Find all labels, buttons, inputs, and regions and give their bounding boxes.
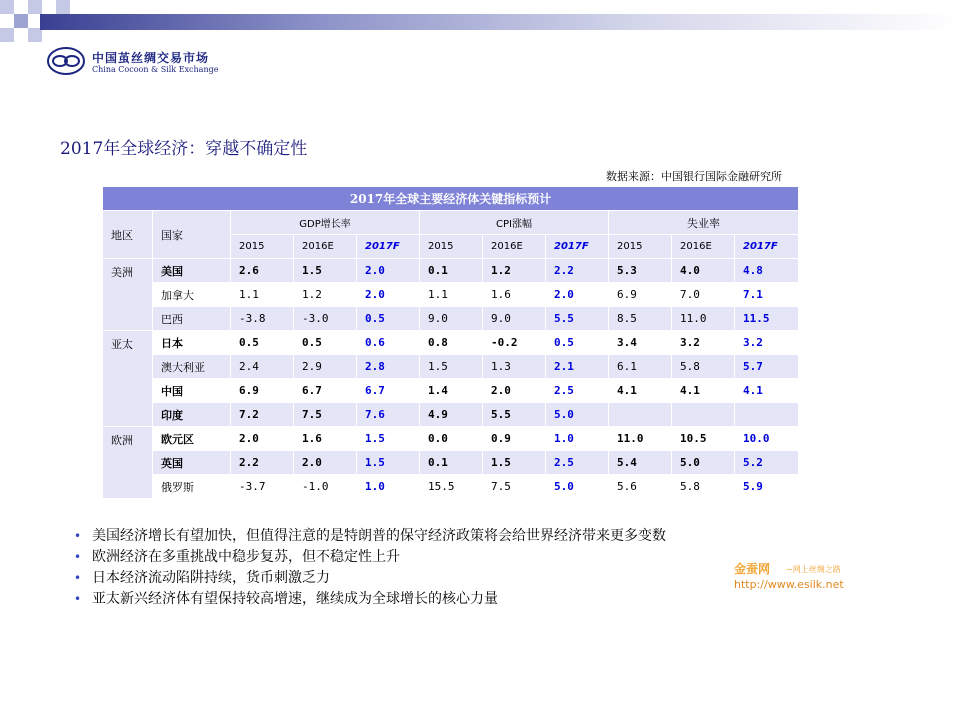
country-cell: 加拿大 (153, 283, 231, 307)
value-cell (735, 403, 799, 427)
country-cell: 日本 (153, 331, 231, 355)
bullet-dot-icon: • (74, 571, 82, 585)
value-cell: 0.1 (420, 259, 483, 283)
value-cell: 9.0 (483, 307, 546, 331)
header-year: 2016E (483, 235, 546, 259)
header-region: 地区 (103, 211, 153, 259)
exchange-logo-icon (46, 46, 86, 76)
value-cell: 8.5 (609, 307, 672, 331)
value-cell: 5.8 (672, 355, 735, 379)
deco-square (14, 14, 28, 28)
table-caption: 2017年全球主要经济体关键指标预计 (103, 187, 799, 211)
value-cell: 4.0 (672, 259, 735, 283)
bullet-dot-icon: • (74, 550, 82, 564)
value-cell: 7.6 (357, 403, 420, 427)
bullet-text: 欧洲经济在多重挑战中稳步复苏，但不稳定性上升 (92, 549, 400, 565)
header-year: 2016E (294, 235, 357, 259)
value-cell: 0.5 (546, 331, 609, 355)
table-row (103, 451, 799, 475)
value-cell: 5.0 (672, 451, 735, 475)
watermark (734, 560, 854, 596)
value-cell: 0.1 (420, 451, 483, 475)
value-cell: 4.1 (609, 379, 672, 403)
value-cell: 11.0 (672, 307, 735, 331)
value-cell: -0.2 (483, 331, 546, 355)
bullet-item (74, 589, 666, 610)
region-cell: 美洲 (103, 259, 153, 331)
bullet-text: 美国经济增长有望加快，但值得注意的是特朗普的保守经济政策将会给世界经济带来更多变数 (92, 528, 666, 544)
value-cell: 11.5 (735, 307, 799, 331)
country-cell: 澳大利亚 (153, 355, 231, 379)
bullet-dot-icon: • (74, 529, 82, 543)
value-cell: 4.1 (672, 379, 735, 403)
value-cell: 7.2 (231, 403, 294, 427)
value-cell: 5.0 (546, 403, 609, 427)
value-cell: 0.5 (357, 307, 420, 331)
value-cell: 2.0 (294, 451, 357, 475)
header-year: 2015 (609, 235, 672, 259)
value-cell: 2.5 (546, 379, 609, 403)
value-cell: 1.3 (483, 355, 546, 379)
value-cell: 1.4 (420, 379, 483, 403)
region-cell: 亚太 (103, 331, 153, 427)
value-cell: 2.0 (231, 427, 294, 451)
value-cell: 5.2 (735, 451, 799, 475)
watermark-url: http://www.esilk.net (734, 578, 844, 591)
value-cell: 5.3 (609, 259, 672, 283)
value-cell: 1.6 (294, 427, 357, 451)
value-cell: 2.0 (546, 283, 609, 307)
value-cell: 3.2 (672, 331, 735, 355)
watermark-title: 金蚕网 (734, 562, 771, 576)
value-cell: 1.5 (357, 427, 420, 451)
value-cell: 2.0 (357, 259, 420, 283)
value-cell: 0.8 (420, 331, 483, 355)
value-cell: -3.7 (231, 475, 294, 499)
value-cell: -1.0 (294, 475, 357, 499)
logo-chinese-name: 中国茧丝绸交易市场 (92, 51, 210, 65)
value-cell: 2.2 (546, 259, 609, 283)
value-cell: -3.0 (294, 307, 357, 331)
value-cell: 6.9 (609, 283, 672, 307)
country-cell: 欧元区 (153, 427, 231, 451)
value-cell: 5.0 (546, 475, 609, 499)
value-cell: 2.2 (231, 451, 294, 475)
deco-square (28, 0, 42, 14)
value-cell: 4.9 (420, 403, 483, 427)
value-cell: 5.5 (546, 307, 609, 331)
country-cell: 巴西 (153, 307, 231, 331)
value-cell: 6.1 (609, 355, 672, 379)
value-cell: 6.7 (294, 379, 357, 403)
table-row (103, 355, 799, 379)
logo-english-name: China Cocoon & Silk Exchange (92, 65, 219, 74)
value-cell: 10.5 (672, 427, 735, 451)
value-cell: 1.6 (483, 283, 546, 307)
value-cell: 7.5 (294, 403, 357, 427)
value-cell: 5.8 (672, 475, 735, 499)
deco-square (0, 0, 14, 14)
value-cell: 1.5 (294, 259, 357, 283)
bullet-dot-icon: • (74, 592, 82, 606)
value-cell: 1.1 (420, 283, 483, 307)
data-source-note: 数据来源：中国银行国际金融研究所 (606, 170, 782, 183)
value-cell: 4.8 (735, 259, 799, 283)
country-cell: 英国 (153, 451, 231, 475)
value-cell: 2.1 (546, 355, 609, 379)
deco-square (56, 0, 70, 14)
value-cell: 0.6 (357, 331, 420, 355)
header-cpi: CPI涨幅 (420, 211, 609, 235)
value-cell: 2.8 (357, 355, 420, 379)
value-cell: 0.5 (294, 331, 357, 355)
value-cell: 3.2 (735, 331, 799, 355)
value-cell: 1.2 (294, 283, 357, 307)
value-cell: 1.5 (483, 451, 546, 475)
value-cell: 2.4 (231, 355, 294, 379)
value-cell: 1.5 (357, 451, 420, 475)
value-cell: 5.5 (483, 403, 546, 427)
header-year: 2017F (735, 235, 799, 259)
deco-square (28, 28, 42, 42)
value-cell: 0.9 (483, 427, 546, 451)
value-cell: 1.1 (231, 283, 294, 307)
indicator-table (102, 186, 799, 499)
header-year: 2017F (357, 235, 420, 259)
table-row (103, 259, 799, 283)
value-cell: 2.0 (357, 283, 420, 307)
value-cell: 2.5 (546, 451, 609, 475)
value-cell: 7.0 (672, 283, 735, 307)
value-cell: 1.2 (483, 259, 546, 283)
value-cell: 5.4 (609, 451, 672, 475)
watermark-subtitle: ~网上丝绸之路 (786, 565, 841, 574)
table-row (103, 331, 799, 355)
value-cell: -3.8 (231, 307, 294, 331)
country-cell: 美国 (153, 259, 231, 283)
header-year: 2017F (546, 235, 609, 259)
value-cell: 1.0 (357, 475, 420, 499)
value-cell (609, 403, 672, 427)
region-cell: 欧洲 (103, 427, 153, 499)
header-year: 2015 (420, 235, 483, 259)
value-cell: 2.9 (294, 355, 357, 379)
value-cell: 1.0 (546, 427, 609, 451)
header-year: 2015 (231, 235, 294, 259)
country-cell: 中国 (153, 379, 231, 403)
deco-square (0, 28, 14, 42)
value-cell: 10.0 (735, 427, 799, 451)
value-cell: 1.5 (420, 355, 483, 379)
header-year: 2016E (672, 235, 735, 259)
table-row (103, 307, 799, 331)
value-cell (672, 403, 735, 427)
value-cell: 0.0 (420, 427, 483, 451)
value-cell: 9.0 (420, 307, 483, 331)
country-cell: 印度 (153, 403, 231, 427)
value-cell: 6.9 (231, 379, 294, 403)
header-unemployment: 失业率 (609, 211, 799, 235)
header-gradient-bar (40, 14, 960, 30)
table-row (103, 379, 799, 403)
value-cell: 5.6 (609, 475, 672, 499)
bullet-item (74, 568, 666, 589)
value-cell: 2.6 (231, 259, 294, 283)
value-cell: 7.1 (735, 283, 799, 307)
value-cell: 6.7 (357, 379, 420, 403)
table-row (103, 403, 799, 427)
value-cell: 5.7 (735, 355, 799, 379)
value-cell: 11.0 (609, 427, 672, 451)
bullet-text: 日本经济流动陷阱持续，货币刺激乏力 (92, 570, 330, 586)
slide-title: 2017年全球经济：穿越不确定性 (60, 139, 308, 159)
bullet-item (74, 526, 666, 547)
value-cell: 0.5 (231, 331, 294, 355)
value-cell: 5.9 (735, 475, 799, 499)
value-cell: 15.5 (420, 475, 483, 499)
bullet-text: 亚太新兴经济体有望保持较高增速，继续成为全球增长的核心力量 (92, 591, 498, 607)
header-country: 国家 (153, 211, 231, 259)
value-cell: 2.0 (483, 379, 546, 403)
bullet-item (74, 547, 666, 568)
header-gdp: GDP增长率 (231, 211, 420, 235)
country-cell: 俄罗斯 (153, 475, 231, 499)
value-cell: 7.5 (483, 475, 546, 499)
table-row (103, 427, 799, 451)
bullet-list (74, 526, 666, 610)
table-row (103, 475, 799, 499)
value-cell: 4.1 (735, 379, 799, 403)
value-cell: 3.4 (609, 331, 672, 355)
table-row (103, 283, 799, 307)
